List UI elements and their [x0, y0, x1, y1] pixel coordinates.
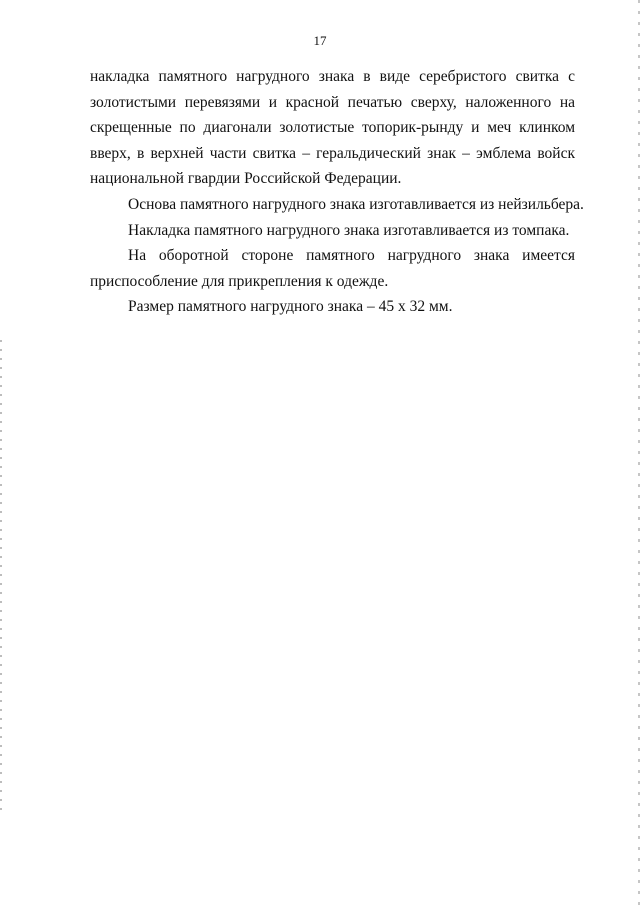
page-number: 17 — [313, 33, 327, 48]
text-line: Накладка памятного нагрудного знака изготавливается из томпака. — [128, 221, 570, 239]
paragraph-badge-base-material — [90, 192, 584, 218]
text-line: вверх, в верхней части свитка – геральдический знак – эмблема войск — [90, 144, 575, 162]
text-line: Основа памятного нагрудного знака изготавливается из нейзильбера. — [128, 195, 584, 213]
text-line: Размер памятного нагрудного знака – 45 х 32 мм. — [128, 298, 453, 316]
text-line: национальной гвардии Российской Федерации. — [90, 170, 402, 188]
text-line: накладка памятного нагрудного знака в виде серебристого свитка с — [90, 68, 575, 85]
document-body — [90, 64, 584, 320]
paragraph-overlay-material — [90, 218, 575, 244]
scan-edge-left — [0, 340, 2, 810]
text-line: золотистыми перевязями и красной печатью сверху, наложенного на — [90, 93, 575, 111]
text-line: скрещенные по диагонали золотистые топорик-рынду и меч клинком — [90, 119, 575, 137]
text-line: На оборотной стороне памятного нагрудного знака имеется — [128, 247, 575, 265]
paragraph-reverse-side-fastener — [90, 243, 575, 294]
text-line: приспособление для прикрепления к одежде. — [90, 272, 389, 290]
paragraph-badge-overlay-description — [90, 64, 575, 192]
paragraph-badge-size — [90, 294, 575, 320]
